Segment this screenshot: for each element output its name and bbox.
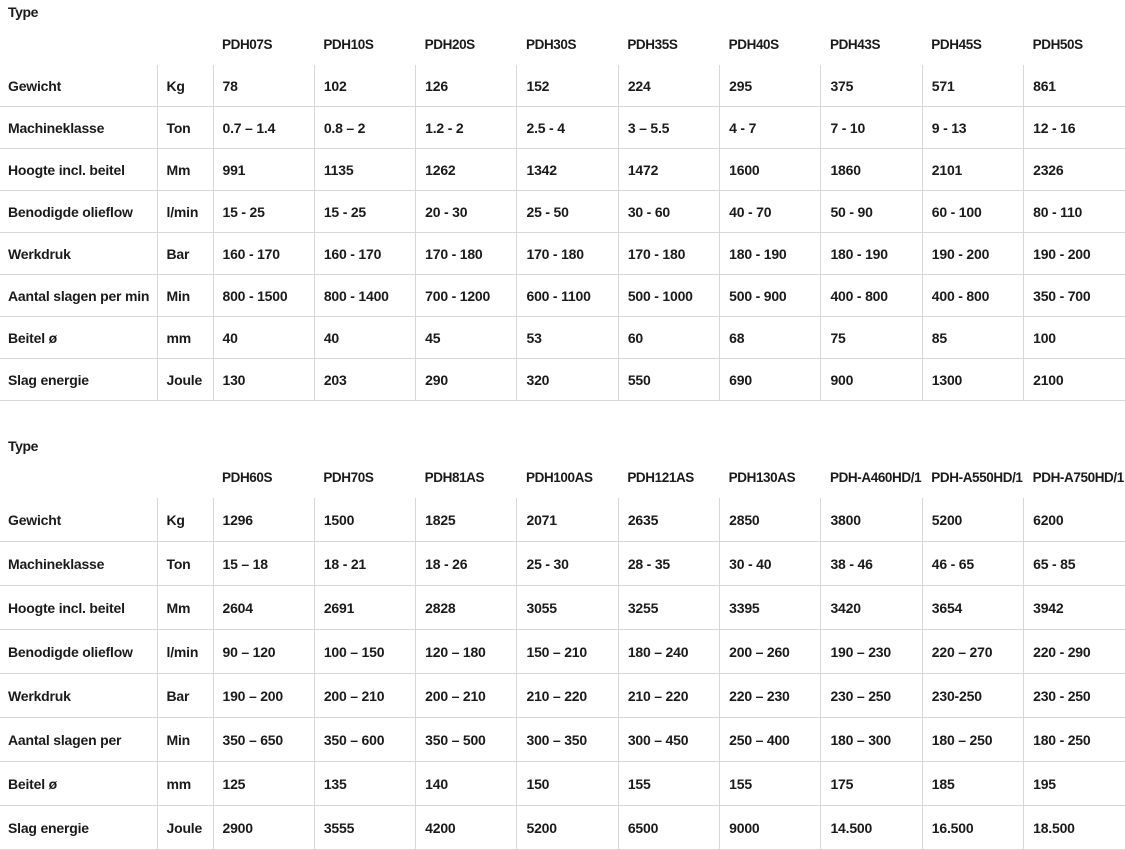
cell: 15 - 25: [314, 191, 415, 233]
row-unit: mm: [157, 317, 213, 359]
cell: 200 – 210: [416, 674, 517, 718]
unit-column-header-empty: [157, 0, 213, 65]
row-unit: Mm: [157, 586, 213, 630]
column-header-pdh10s: PDH10S: [323, 37, 374, 52]
column-header-pdh40s: PDH40S: [728, 37, 779, 52]
column-header-pdh35s: PDH35S: [627, 37, 678, 52]
cell: 18 - 21: [314, 542, 415, 586]
cell: 210 – 220: [517, 674, 618, 718]
cell: 25 - 50: [517, 191, 618, 233]
column-header-pdh70s: PDH70S: [323, 470, 374, 485]
row-label: Hoogte incl. beitel: [0, 586, 157, 630]
row-unit: Joule: [157, 359, 213, 401]
column-header-pdh100as: PDH100AS: [525, 470, 593, 485]
table-row: [0, 630, 1125, 674]
cell: 4 - 7: [720, 107, 821, 149]
cell: 40: [213, 317, 314, 359]
row-unit: Ton: [157, 542, 213, 586]
cell: 40: [314, 317, 415, 359]
column-header-pdh-a550hd-1: PDH-A550HD/1: [931, 470, 1023, 485]
column-header-pdh45s: PDH45S: [931, 37, 982, 52]
cell: 500 - 1000: [618, 275, 719, 317]
cell: 4200: [416, 806, 517, 850]
cell: 6200: [1024, 498, 1125, 542]
cell: 180 - 250: [1024, 718, 1125, 762]
row-label: Slag energie: [0, 359, 157, 401]
table-row: [0, 233, 1125, 275]
cell: 18 - 26: [416, 542, 517, 586]
cell: 5200: [517, 806, 618, 850]
row-unit: l/min: [157, 630, 213, 674]
cell: 230 - 250: [1024, 674, 1125, 718]
cell: 25 - 30: [517, 542, 618, 586]
cell: 1296: [213, 498, 314, 542]
column-header-pdh43s: PDH43S: [829, 37, 881, 52]
cell: 1500: [314, 498, 415, 542]
cell: 3395: [720, 586, 821, 630]
cell: 170 - 180: [416, 233, 517, 275]
cell: 2635: [618, 498, 719, 542]
unit-column-header-empty: [157, 423, 213, 498]
cell: 46 - 65: [922, 542, 1023, 586]
cell: 160 - 170: [213, 233, 314, 275]
cell: 1825: [416, 498, 517, 542]
row-label: Beitel ø: [0, 317, 157, 359]
row-label: Aantal slagen per min: [0, 275, 157, 317]
cell: 700 - 1200: [416, 275, 517, 317]
cell: 120 – 180: [416, 630, 517, 674]
table-row: [0, 149, 1125, 191]
table-row: [0, 498, 1125, 542]
cell: 30 - 60: [618, 191, 719, 233]
cell: 571: [922, 65, 1023, 107]
cell: 85: [922, 317, 1023, 359]
cell: 175: [821, 762, 922, 806]
cell: 14.500: [821, 806, 922, 850]
cell: 220 – 230: [720, 674, 821, 718]
cell: 125: [213, 762, 314, 806]
row-label: Aantal slagen per: [0, 718, 157, 762]
cell: 45: [416, 317, 517, 359]
cell: 400 - 800: [821, 275, 922, 317]
cell: 15 - 25: [213, 191, 314, 233]
table-row: [0, 586, 1125, 630]
row-unit: Ton: [157, 107, 213, 149]
cell: 65 - 85: [1024, 542, 1125, 586]
row-unit: mm: [157, 762, 213, 806]
header-row: [0, 423, 1125, 498]
table-row: [0, 718, 1125, 762]
cell: 1135: [314, 149, 415, 191]
column-header-pdh-a750hd-1: PDH-A750HD/1: [1032, 470, 1124, 485]
row-label: Hoogte incl. beitel: [0, 149, 157, 191]
row-label: Gewicht: [0, 65, 157, 107]
cell: 16.500: [922, 806, 1023, 850]
cell: 180 - 190: [720, 233, 821, 275]
cell: 991: [213, 149, 314, 191]
row-unit: Mm: [157, 149, 213, 191]
cell: 130: [213, 359, 314, 401]
cell: 150 – 210: [517, 630, 618, 674]
cell: 155: [618, 762, 719, 806]
cell: 1860: [821, 149, 922, 191]
cell: 2100: [1024, 359, 1125, 401]
cell: 9000: [720, 806, 821, 850]
cell: 190 - 200: [1024, 233, 1125, 275]
row-label: Werkdruk: [0, 674, 157, 718]
cell: 53: [517, 317, 618, 359]
row-label: Benodigde olieflow: [0, 630, 157, 674]
cell: 3800: [821, 498, 922, 542]
cell: 180 – 300: [821, 718, 922, 762]
cell: 38 - 46: [821, 542, 922, 586]
header-row: [0, 0, 1125, 65]
cell: 861: [1024, 65, 1125, 107]
cell: 185: [922, 762, 1023, 806]
cell: 300 – 450: [618, 718, 719, 762]
type-label: Type: [8, 4, 39, 20]
cell: 900: [821, 359, 922, 401]
cell: 40 - 70: [720, 191, 821, 233]
cell: 230 – 250: [821, 674, 922, 718]
spec-table-small-hammers: [0, 0, 1125, 401]
row-unit: Kg: [157, 498, 213, 542]
cell: 200 – 260: [720, 630, 821, 674]
cell: 220 – 270: [922, 630, 1023, 674]
table-row: [0, 762, 1125, 806]
row-unit: Min: [157, 718, 213, 762]
column-header-pdh-a460hd-1: PDH-A460HD/1: [829, 470, 922, 485]
cell: 3 – 5.5: [618, 107, 719, 149]
cell: 400 - 800: [922, 275, 1023, 317]
table-row: [0, 542, 1125, 586]
cell: 800 - 1400: [314, 275, 415, 317]
cell: 102: [314, 65, 415, 107]
cell: 126: [416, 65, 517, 107]
row-label: Benodigde olieflow: [0, 191, 157, 233]
cell: 5200: [922, 498, 1023, 542]
cell: 190 – 230: [821, 630, 922, 674]
table-row: [0, 107, 1125, 149]
cell: 2.5 - 4: [517, 107, 618, 149]
cell: 690: [720, 359, 821, 401]
cell: 150: [517, 762, 618, 806]
cell: 20 - 30: [416, 191, 517, 233]
row-unit: Kg: [157, 65, 213, 107]
row-unit: Joule: [157, 806, 213, 850]
cell: 180 – 240: [618, 630, 719, 674]
cell: 78: [213, 65, 314, 107]
cell: 30 - 40: [720, 542, 821, 586]
row-label: Slag energie: [0, 806, 157, 850]
cell: 2101: [922, 149, 1023, 191]
cell: 180 - 190: [821, 233, 922, 275]
cell: 1600: [720, 149, 821, 191]
row-unit: Bar: [157, 233, 213, 275]
row-unit: l/min: [157, 191, 213, 233]
cell: 350 - 700: [1024, 275, 1125, 317]
column-header-pdh121as: PDH121AS: [627, 470, 694, 485]
cell: 290: [416, 359, 517, 401]
cell: 3055: [517, 586, 618, 630]
cell: 6500: [618, 806, 719, 850]
cell: 140: [416, 762, 517, 806]
row-label: Werkdruk: [0, 233, 157, 275]
cell: 320: [517, 359, 618, 401]
cell: 7 - 10: [821, 107, 922, 149]
cell: 2604: [213, 586, 314, 630]
cell: 550: [618, 359, 719, 401]
cell: 350 – 600: [314, 718, 415, 762]
row-unit: Min: [157, 275, 213, 317]
cell: 190 - 200: [922, 233, 1023, 275]
cell: 220 - 290: [1024, 630, 1125, 674]
cell: 350 – 650: [213, 718, 314, 762]
column-header-pdh20s: PDH20S: [424, 37, 475, 52]
row-label: Machineklasse: [0, 107, 157, 149]
cell: 2326: [1024, 149, 1125, 191]
table-row: [0, 674, 1125, 718]
cell: 12 - 16: [1024, 107, 1125, 149]
cell: 152: [517, 65, 618, 107]
cell: 68: [720, 317, 821, 359]
cell: 2900: [213, 806, 314, 850]
cell: 90 – 120: [213, 630, 314, 674]
cell: 75: [821, 317, 922, 359]
cell: 9 - 13: [922, 107, 1023, 149]
cell: 3555: [314, 806, 415, 850]
table-row: [0, 317, 1125, 359]
table-row: [0, 65, 1125, 107]
cell: 3654: [922, 586, 1023, 630]
cell: 3942: [1024, 586, 1125, 630]
row-label: Gewicht: [0, 498, 157, 542]
table-row: [0, 275, 1125, 317]
cell: 2850: [720, 498, 821, 542]
cell: 0.7 – 1.4: [213, 107, 314, 149]
cell: 600 - 1100: [517, 275, 618, 317]
cell: 2691: [314, 586, 415, 630]
cell: 18.500: [1024, 806, 1125, 850]
cell: 50 - 90: [821, 191, 922, 233]
table-row: [0, 359, 1125, 401]
row-label: Machineklasse: [0, 542, 157, 586]
cell: 80 - 110: [1024, 191, 1125, 233]
cell: 0.8 – 2: [314, 107, 415, 149]
cell: 190 – 200: [213, 674, 314, 718]
cell: 203: [314, 359, 415, 401]
cell: 500 - 900: [720, 275, 821, 317]
cell: 224: [618, 65, 719, 107]
column-header-pdh07s: PDH07S: [222, 37, 273, 52]
cell: 1472: [618, 149, 719, 191]
column-header-pdh50s: PDH50S: [1032, 37, 1083, 52]
cell: 350 – 500: [416, 718, 517, 762]
cell: 210 – 220: [618, 674, 719, 718]
cell: 2071: [517, 498, 618, 542]
cell: 1300: [922, 359, 1023, 401]
cell: 300 – 350: [517, 718, 618, 762]
cell: 100 – 150: [314, 630, 415, 674]
cell: 195: [1024, 762, 1125, 806]
cell: 170 - 180: [618, 233, 719, 275]
cell: 375: [821, 65, 922, 107]
row-unit: Bar: [157, 674, 213, 718]
cell: 170 - 180: [517, 233, 618, 275]
spec-table-large-hammers: [0, 423, 1125, 850]
cell: 1342: [517, 149, 618, 191]
cell: 28 - 35: [618, 542, 719, 586]
cell: 180 – 250: [922, 718, 1023, 762]
cell: 230-250: [922, 674, 1023, 718]
cell: 60 - 100: [922, 191, 1023, 233]
cell: 3255: [618, 586, 719, 630]
cell: 250 – 400: [720, 718, 821, 762]
cell: 3420: [821, 586, 922, 630]
cell: 2828: [416, 586, 517, 630]
table-row: [0, 806, 1125, 850]
cell: 295: [720, 65, 821, 107]
cell: 100: [1024, 317, 1125, 359]
cell: 155: [720, 762, 821, 806]
cell: 135: [314, 762, 415, 806]
cell: 800 - 1500: [213, 275, 314, 317]
cell: 160 - 170: [314, 233, 415, 275]
cell: 1262: [416, 149, 517, 191]
cell: 200 – 210: [314, 674, 415, 718]
column-header-pdh130as: PDH130AS: [728, 470, 796, 485]
column-header-pdh30s: PDH30S: [525, 37, 577, 52]
column-header-pdh60s: PDH60S: [222, 470, 273, 485]
type-label: Type: [8, 438, 39, 454]
cell: 60: [618, 317, 719, 359]
row-label: Beitel ø: [0, 762, 157, 806]
cell: 1.2 - 2: [416, 107, 517, 149]
table-row: [0, 191, 1125, 233]
column-header-pdh81as: PDH81AS: [424, 470, 485, 485]
cell: 15 – 18: [213, 542, 314, 586]
